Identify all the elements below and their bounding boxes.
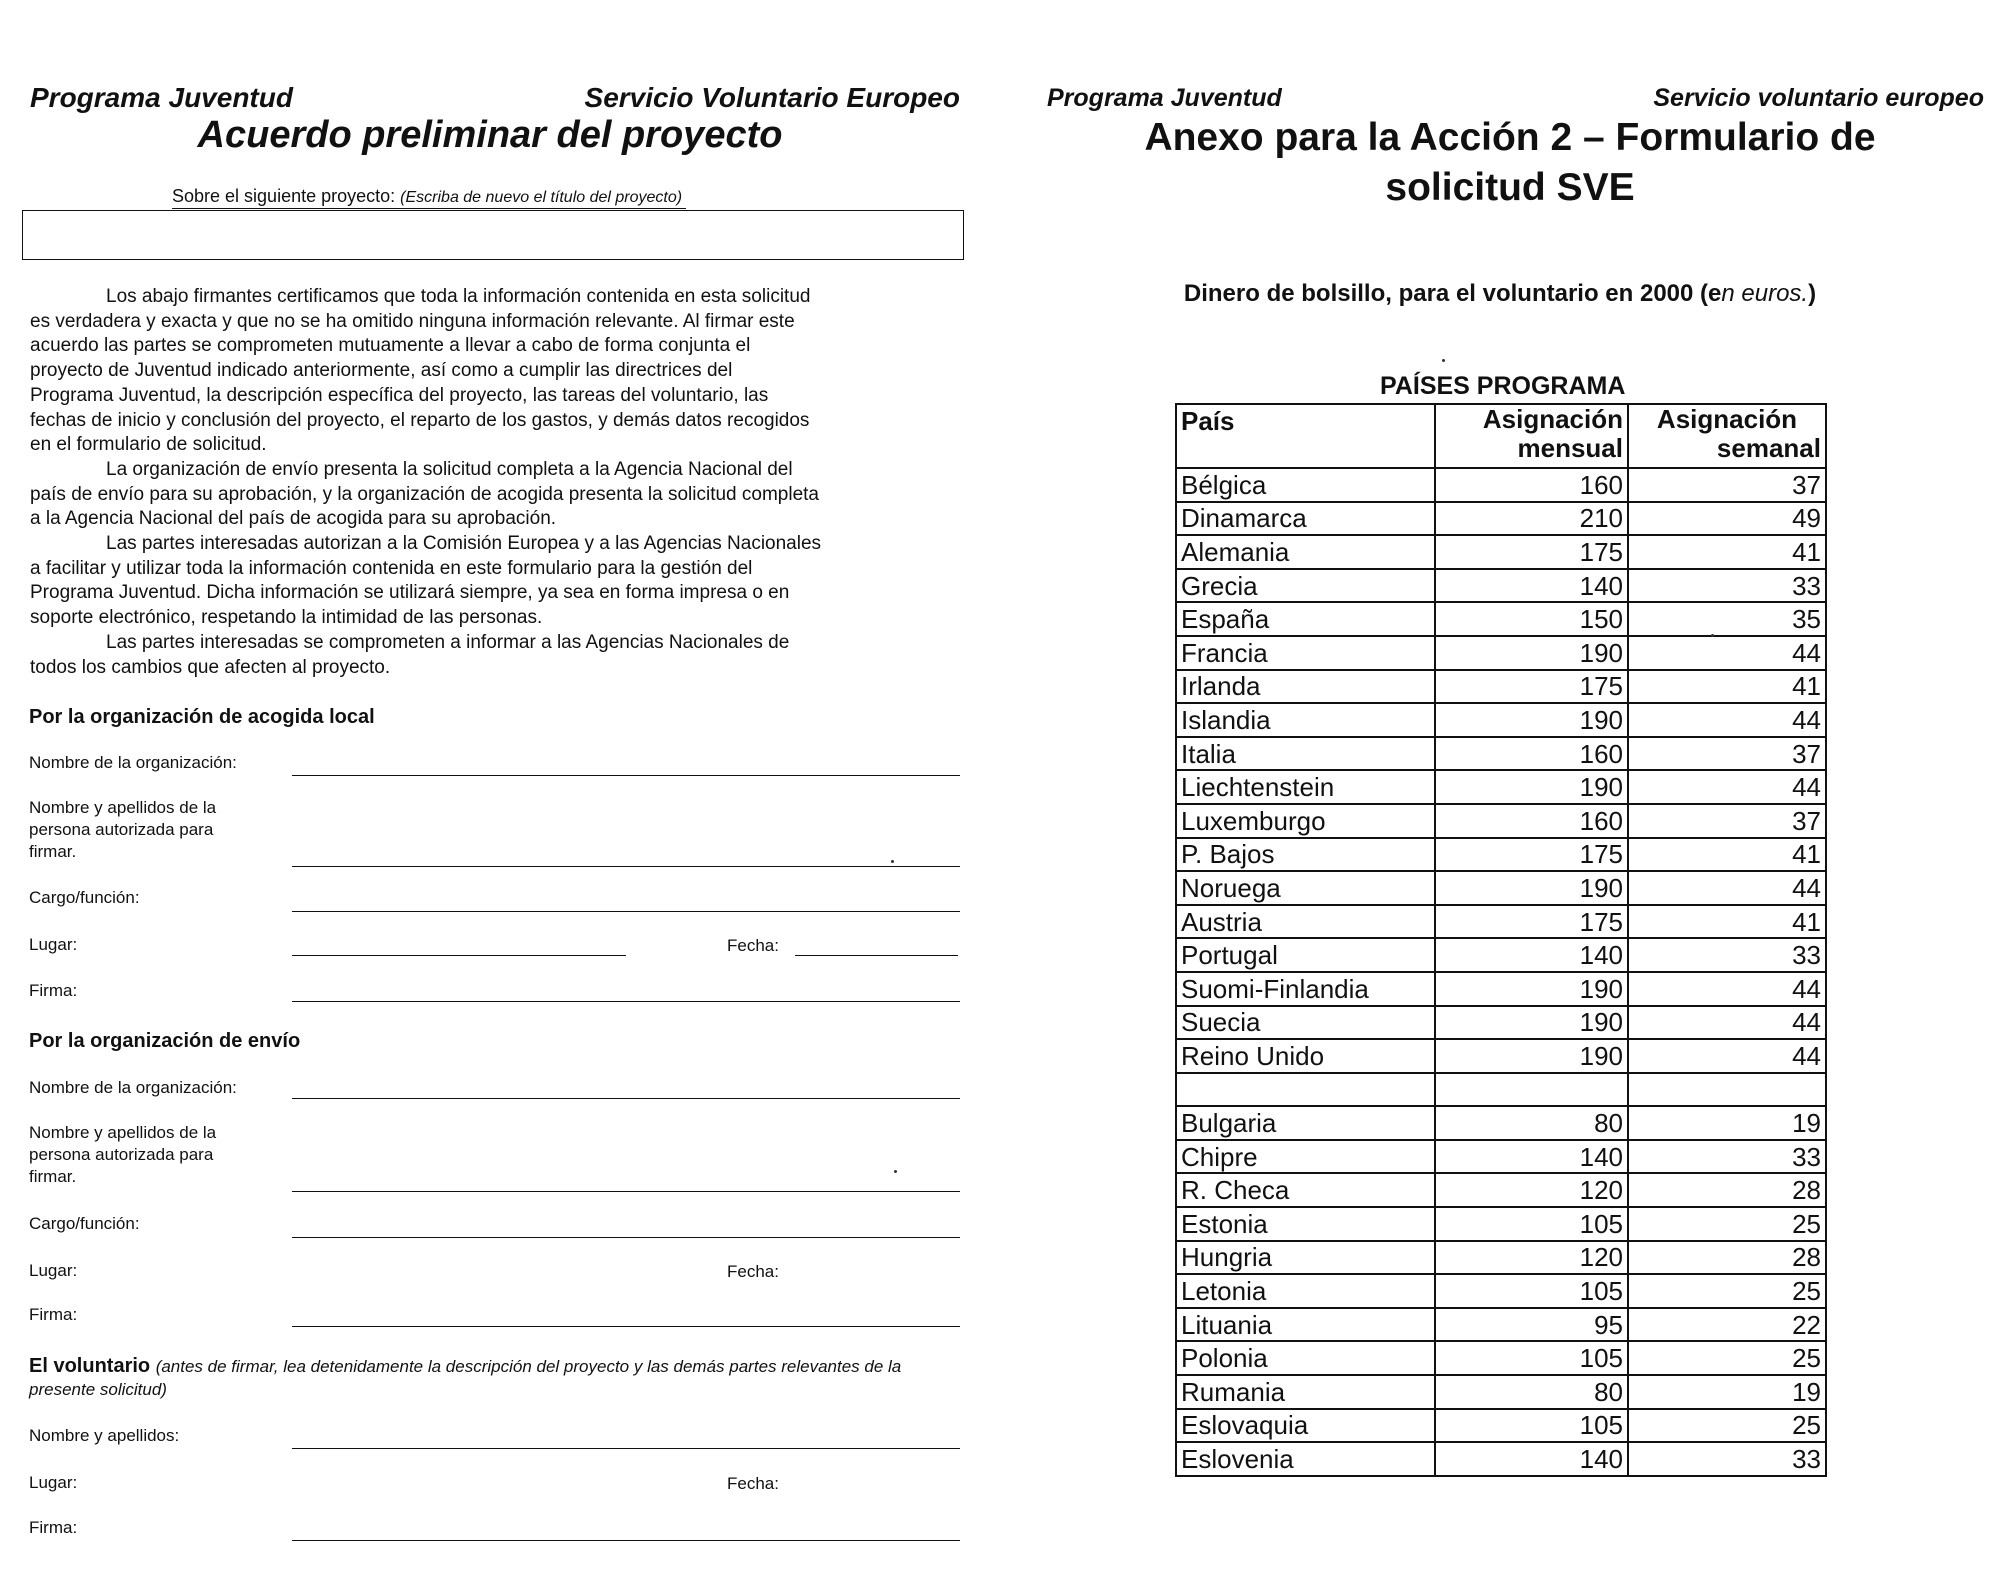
monthly-cell: 105 — [1435, 1274, 1628, 1308]
table-row — [1176, 1039, 1826, 1073]
weekly-cell: 44 — [1628, 871, 1826, 905]
country-cell: Francia — [1176, 636, 1435, 670]
body-line: proyecto de Juventud indicado anteriormente, así como a cumplir las directrices del — [30, 360, 733, 382]
country-cell: Eslovenia — [1176, 1442, 1435, 1476]
country-cell: Irlanda — [1176, 670, 1435, 704]
table-row — [1176, 1274, 1826, 1308]
page-title — [1010, 113, 2000, 213]
subtitle-text: Dinero de bolsillo, para el voluntario en 2000 (e — [1183, 280, 1722, 307]
table-row — [1176, 670, 1826, 704]
sending-role-field[interactable] — [292, 1237, 960, 1238]
body-line: a facilitar y utilizar toda la información contenida en este formulario para la gestión del — [30, 557, 753, 579]
person-label-line: persona autorizada para — [29, 820, 214, 839]
country-cell: Bélgica — [1176, 468, 1435, 502]
country-cell: Alemania — [1176, 535, 1435, 569]
volunteer-name-field[interactable] — [292, 1448, 960, 1449]
person-label-line: Nombre y apellidos de la — [29, 798, 217, 817]
col-monthly-line: mensual — [1517, 433, 1623, 463]
weekly-cell: 25 — [1628, 1274, 1826, 1308]
monthly-cell: 190 — [1435, 770, 1628, 804]
service-name: Servicio Voluntario Europeo — [584, 82, 960, 113]
monthly-cell: 175 — [1435, 838, 1628, 872]
person-label — [29, 1122, 216, 1188]
weekly-cell — [1628, 1073, 1826, 1107]
table-row — [1176, 535, 1826, 569]
monthly-cell: 120 — [1435, 1241, 1628, 1275]
table-spacer-row — [1176, 1073, 1826, 1107]
signature-label: Firma: — [29, 1518, 78, 1537]
body-line: Programa Juventud. Dicha información se utilizará siempre, ya sea en forma impresa o en — [30, 582, 790, 604]
weekly-cell: 37 — [1628, 468, 1826, 502]
host-signature-field[interactable] — [292, 1001, 960, 1002]
table-row — [1176, 1006, 1826, 1040]
body-line: soporte electrónico, respetando la intimidad de las personas. — [30, 607, 543, 629]
table-row — [1176, 972, 1826, 1006]
country-cell: R. Checa — [1176, 1173, 1435, 1207]
project-title-field[interactable] — [22, 210, 964, 260]
table-row — [1176, 602, 1826, 636]
body-line: país de envío para su aprobación, y la organización de acogida presenta la solicitud completa — [30, 483, 820, 505]
monthly-cell: 140 — [1435, 1140, 1628, 1174]
country-cell: Liechtenstein — [1176, 770, 1435, 804]
signature-label: Firma: — [29, 1305, 78, 1324]
monthly-cell: 120 — [1435, 1173, 1628, 1207]
monthly-cell: 80 — [1435, 1375, 1628, 1409]
project-label-text: Sobre el siguiente proyecto: — [172, 186, 396, 206]
monthly-cell: 140 — [1435, 1442, 1628, 1476]
subtitle-currency: n euros. — [1721, 280, 1809, 307]
country-cell: Austria — [1176, 905, 1435, 939]
table-row — [1176, 1375, 1826, 1409]
weekly-cell: 44 — [1628, 1039, 1826, 1073]
monthly-cell — [1435, 1073, 1628, 1107]
place-label: Lugar: — [29, 1473, 78, 1492]
monthly-cell: 175 — [1435, 535, 1628, 569]
monthly-cell: 160 — [1435, 737, 1628, 771]
monthly-cell: 190 — [1435, 972, 1628, 1006]
table-row — [1176, 1409, 1826, 1443]
person-label-line: persona autorizada para — [29, 1145, 214, 1164]
weekly-cell: 28 — [1628, 1241, 1826, 1275]
org-name-label: Nombre de la organización: — [29, 753, 237, 772]
title-line: Anexo para la Acción 2 – Formulario de — [1144, 116, 1876, 159]
project-note: (Escriba de nuevo el título del proyecto) — [400, 189, 683, 206]
table-row — [1176, 1140, 1826, 1174]
program-name: Programa Juventud — [1047, 84, 1282, 112]
weekly-cell: 49 — [1628, 502, 1826, 536]
subtitle-close: ) — [1808, 280, 1817, 307]
table-row — [1176, 569, 1826, 603]
table-row — [1176, 1308, 1826, 1342]
declaration-text — [30, 285, 950, 680]
country-cell: Suomi-Finlandia — [1176, 972, 1435, 1006]
weekly-cell: 35 — [1628, 602, 1826, 636]
table-row — [1176, 770, 1826, 804]
monthly-cell: 105 — [1435, 1409, 1628, 1443]
weekly-cell: 44 — [1628, 972, 1826, 1006]
body-line: Los abajo firmantes certificamos que toda la información contenida en esta solicitud — [106, 286, 811, 307]
title-line: solicitud SVE — [1385, 166, 1635, 209]
table-row — [1176, 468, 1826, 502]
monthly-cell: 105 — [1435, 1207, 1628, 1241]
weekly-cell: 33 — [1628, 1442, 1826, 1476]
body-line: Las partes interesadas autorizan a la Comisión Europea y a las Agencias Nacionales — [106, 533, 822, 555]
table-header-row — [1176, 404, 1826, 468]
annex-page — [1000, 0, 2000, 1581]
table-row — [1176, 1241, 1826, 1275]
monthly-cell: 190 — [1435, 1039, 1628, 1073]
weekly-cell: 33 — [1628, 569, 1826, 603]
place-label: Lugar: — [29, 1261, 78, 1280]
section-host-heading: Por la organización de acogida local — [29, 706, 375, 728]
allowance-table — [1175, 403, 1827, 1477]
country-cell: Grecia — [1176, 569, 1435, 603]
country-cell: Estonia — [1176, 1207, 1435, 1241]
weekly-cell: 41 — [1628, 838, 1826, 872]
weekly-cell: 19 — [1628, 1375, 1826, 1409]
country-cell: Letonia — [1176, 1274, 1435, 1308]
table-row — [1176, 905, 1826, 939]
host-role-field[interactable] — [292, 911, 960, 912]
body-line: fechas de inicio y conclusión del proyecto, el reparto de los gastos, y demás datos recogidos — [30, 409, 810, 431]
weekly-cell: 33 — [1628, 1140, 1826, 1174]
weekly-cell: 25 — [1628, 1341, 1826, 1375]
body-line: La organización de envío presenta la solicitud completa a la Agencia Nacional del — [106, 458, 793, 480]
table-row — [1176, 1341, 1826, 1375]
weekly-cell: 25 — [1628, 1207, 1826, 1241]
person-label-line: Nombre y apellidos de la — [29, 1123, 217, 1142]
role-label: Cargo/función: — [29, 1214, 140, 1233]
weekly-cell: 44 — [1628, 1006, 1826, 1040]
monthly-cell: 140 — [1435, 938, 1628, 972]
col-weekly-line: Asignación — [1656, 404, 1798, 434]
table-row — [1176, 1106, 1826, 1140]
monthly-cell: 190 — [1435, 871, 1628, 905]
table-caption: PAÍSES PROGRAMA — [1380, 372, 1626, 400]
section-volunteer-heading — [29, 1355, 909, 1401]
country-cell: Bulgaria — [1176, 1106, 1435, 1140]
monthly-cell: 175 — [1435, 905, 1628, 939]
weekly-cell: 25 — [1628, 1409, 1826, 1443]
signature-label: Firma: — [29, 981, 78, 1000]
section-sending-heading: Por la organización de envío — [29, 1030, 301, 1052]
table-row — [1176, 703, 1826, 737]
body-line: todos los cambios que afecten al proyecto. — [30, 656, 391, 678]
program-name: Programa Juventud — [30, 82, 293, 113]
monthly-cell: 190 — [1435, 703, 1628, 737]
project-label — [172, 186, 682, 207]
page-title: Acuerdo preliminar del proyecto — [197, 114, 783, 156]
monthly-cell: 140 — [1435, 569, 1628, 603]
monthly-cell: 80 — [1435, 1106, 1628, 1140]
weekly-cell: 22 — [1628, 1308, 1826, 1342]
monthly-cell: 190 — [1435, 1006, 1628, 1040]
table-row — [1176, 737, 1826, 771]
monthly-cell: 190 — [1435, 636, 1628, 670]
full-name-label: Nombre y apellidos: — [29, 1426, 180, 1445]
weekly-cell: 41 — [1628, 670, 1826, 704]
country-cell: Dinamarca — [1176, 502, 1435, 536]
service-name: Servicio voluntario europeo — [1653, 84, 1984, 112]
date-label: Fecha: — [727, 1474, 779, 1493]
table-row — [1176, 838, 1826, 872]
date-label: Fecha: — [727, 936, 779, 955]
weekly-cell: 44 — [1628, 703, 1826, 737]
country-cell: Polonia — [1176, 1341, 1435, 1375]
person-label-line: firmar. — [29, 1167, 77, 1186]
monthly-cell: 160 — [1435, 468, 1628, 502]
body-line: es verdadera y exacta y que no se ha omitido ninguna información relevante. Al firmar este — [30, 310, 795, 332]
country-cell: Noruega — [1176, 871, 1435, 905]
monthly-cell: 210 — [1435, 502, 1628, 536]
table-row — [1176, 804, 1826, 838]
body-line: Programa Juventud, la descripción específica del proyecto, las tareas del voluntario, las — [30, 384, 769, 406]
country-cell: Reino Unido — [1176, 1039, 1435, 1073]
sending-signature-field[interactable] — [292, 1326, 960, 1327]
country-cell: Islandia — [1176, 703, 1435, 737]
country-cell: Suecia — [1176, 1006, 1435, 1040]
monthly-cell: 160 — [1435, 804, 1628, 838]
weekly-cell: 44 — [1628, 636, 1826, 670]
volunteer-note: (antes de firmar, lea detenidamente la descripción del proyecto y las demás partes relevantes de la presente solicitud) — [29, 1357, 902, 1399]
country-cell: Eslovaquia — [1176, 1409, 1435, 1443]
weekly-cell: 41 — [1628, 535, 1826, 569]
weekly-cell: 37 — [1628, 804, 1826, 838]
pocket-money-subtitle — [1000, 280, 2000, 308]
country-cell: Hungria — [1176, 1241, 1435, 1275]
monthly-cell: 150 — [1435, 602, 1628, 636]
weekly-cell: 33 — [1628, 938, 1826, 972]
weekly-cell: 44 — [1628, 770, 1826, 804]
date-label: Fecha: — [727, 1262, 779, 1281]
weekly-cell: 37 — [1628, 737, 1826, 771]
person-label — [29, 797, 216, 863]
table-row — [1176, 1442, 1826, 1476]
col-weekly-line: semanal — [1716, 433, 1821, 463]
col-monthly-line: Asignación — [1482, 404, 1623, 434]
host-person-field[interactable] — [292, 866, 960, 867]
country-cell — [1176, 1073, 1435, 1107]
col-monthly-header — [1435, 404, 1628, 468]
table-row — [1176, 1207, 1826, 1241]
weekly-cell: 19 — [1628, 1106, 1826, 1140]
weekly-cell: 28 — [1628, 1173, 1826, 1207]
body-line: en el formulario de solicitud. — [30, 434, 267, 456]
volunteer-heading-text: El voluntario — [29, 1355, 151, 1377]
table-row — [1176, 636, 1826, 670]
col-weekly-header — [1628, 404, 1826, 468]
body-line: acuerdo las partes se comprometen mutuamente a llevar a cabo de forma conjunta el — [30, 335, 751, 357]
host-date-field[interactable] — [795, 955, 958, 956]
country-cell: España — [1176, 602, 1435, 636]
person-label-line: firmar. — [29, 842, 77, 861]
table-row — [1176, 938, 1826, 972]
country-cell: P. Bajos — [1176, 838, 1435, 872]
monthly-cell: 95 — [1435, 1308, 1628, 1342]
host-place-field[interactable] — [292, 955, 626, 956]
table-row — [1176, 1173, 1826, 1207]
weekly-cell: 41 — [1628, 905, 1826, 939]
country-cell: Luxemburgo — [1176, 804, 1435, 838]
country-cell: Chipre — [1176, 1140, 1435, 1174]
org-name-label: Nombre de la organización: — [29, 1078, 237, 1097]
table-row — [1176, 502, 1826, 536]
country-cell: Portugal — [1176, 938, 1435, 972]
table-row — [1176, 871, 1826, 905]
sending-org-name-field[interactable] — [292, 1098, 960, 1099]
col-country-header: País — [1176, 404, 1435, 468]
role-label: Cargo/función: — [29, 888, 140, 907]
body-line: Las partes interesadas se comprometen a informar a las Agencias Nacionales de — [106, 631, 790, 653]
monthly-cell: 175 — [1435, 670, 1628, 704]
country-cell: Italia — [1176, 737, 1435, 771]
host-org-name-field[interactable] — [292, 775, 960, 776]
monthly-cell: 105 — [1435, 1341, 1628, 1375]
country-cell: Rumania — [1176, 1375, 1435, 1409]
country-cell: Lituania — [1176, 1308, 1435, 1342]
sending-person-field[interactable] — [292, 1191, 960, 1192]
volunteer-signature-field[interactable] — [292, 1540, 960, 1541]
place-label: Lugar: — [29, 935, 78, 954]
body-line: a la Agencia Nacional del país de acogida para su aprobación. — [30, 508, 557, 530]
